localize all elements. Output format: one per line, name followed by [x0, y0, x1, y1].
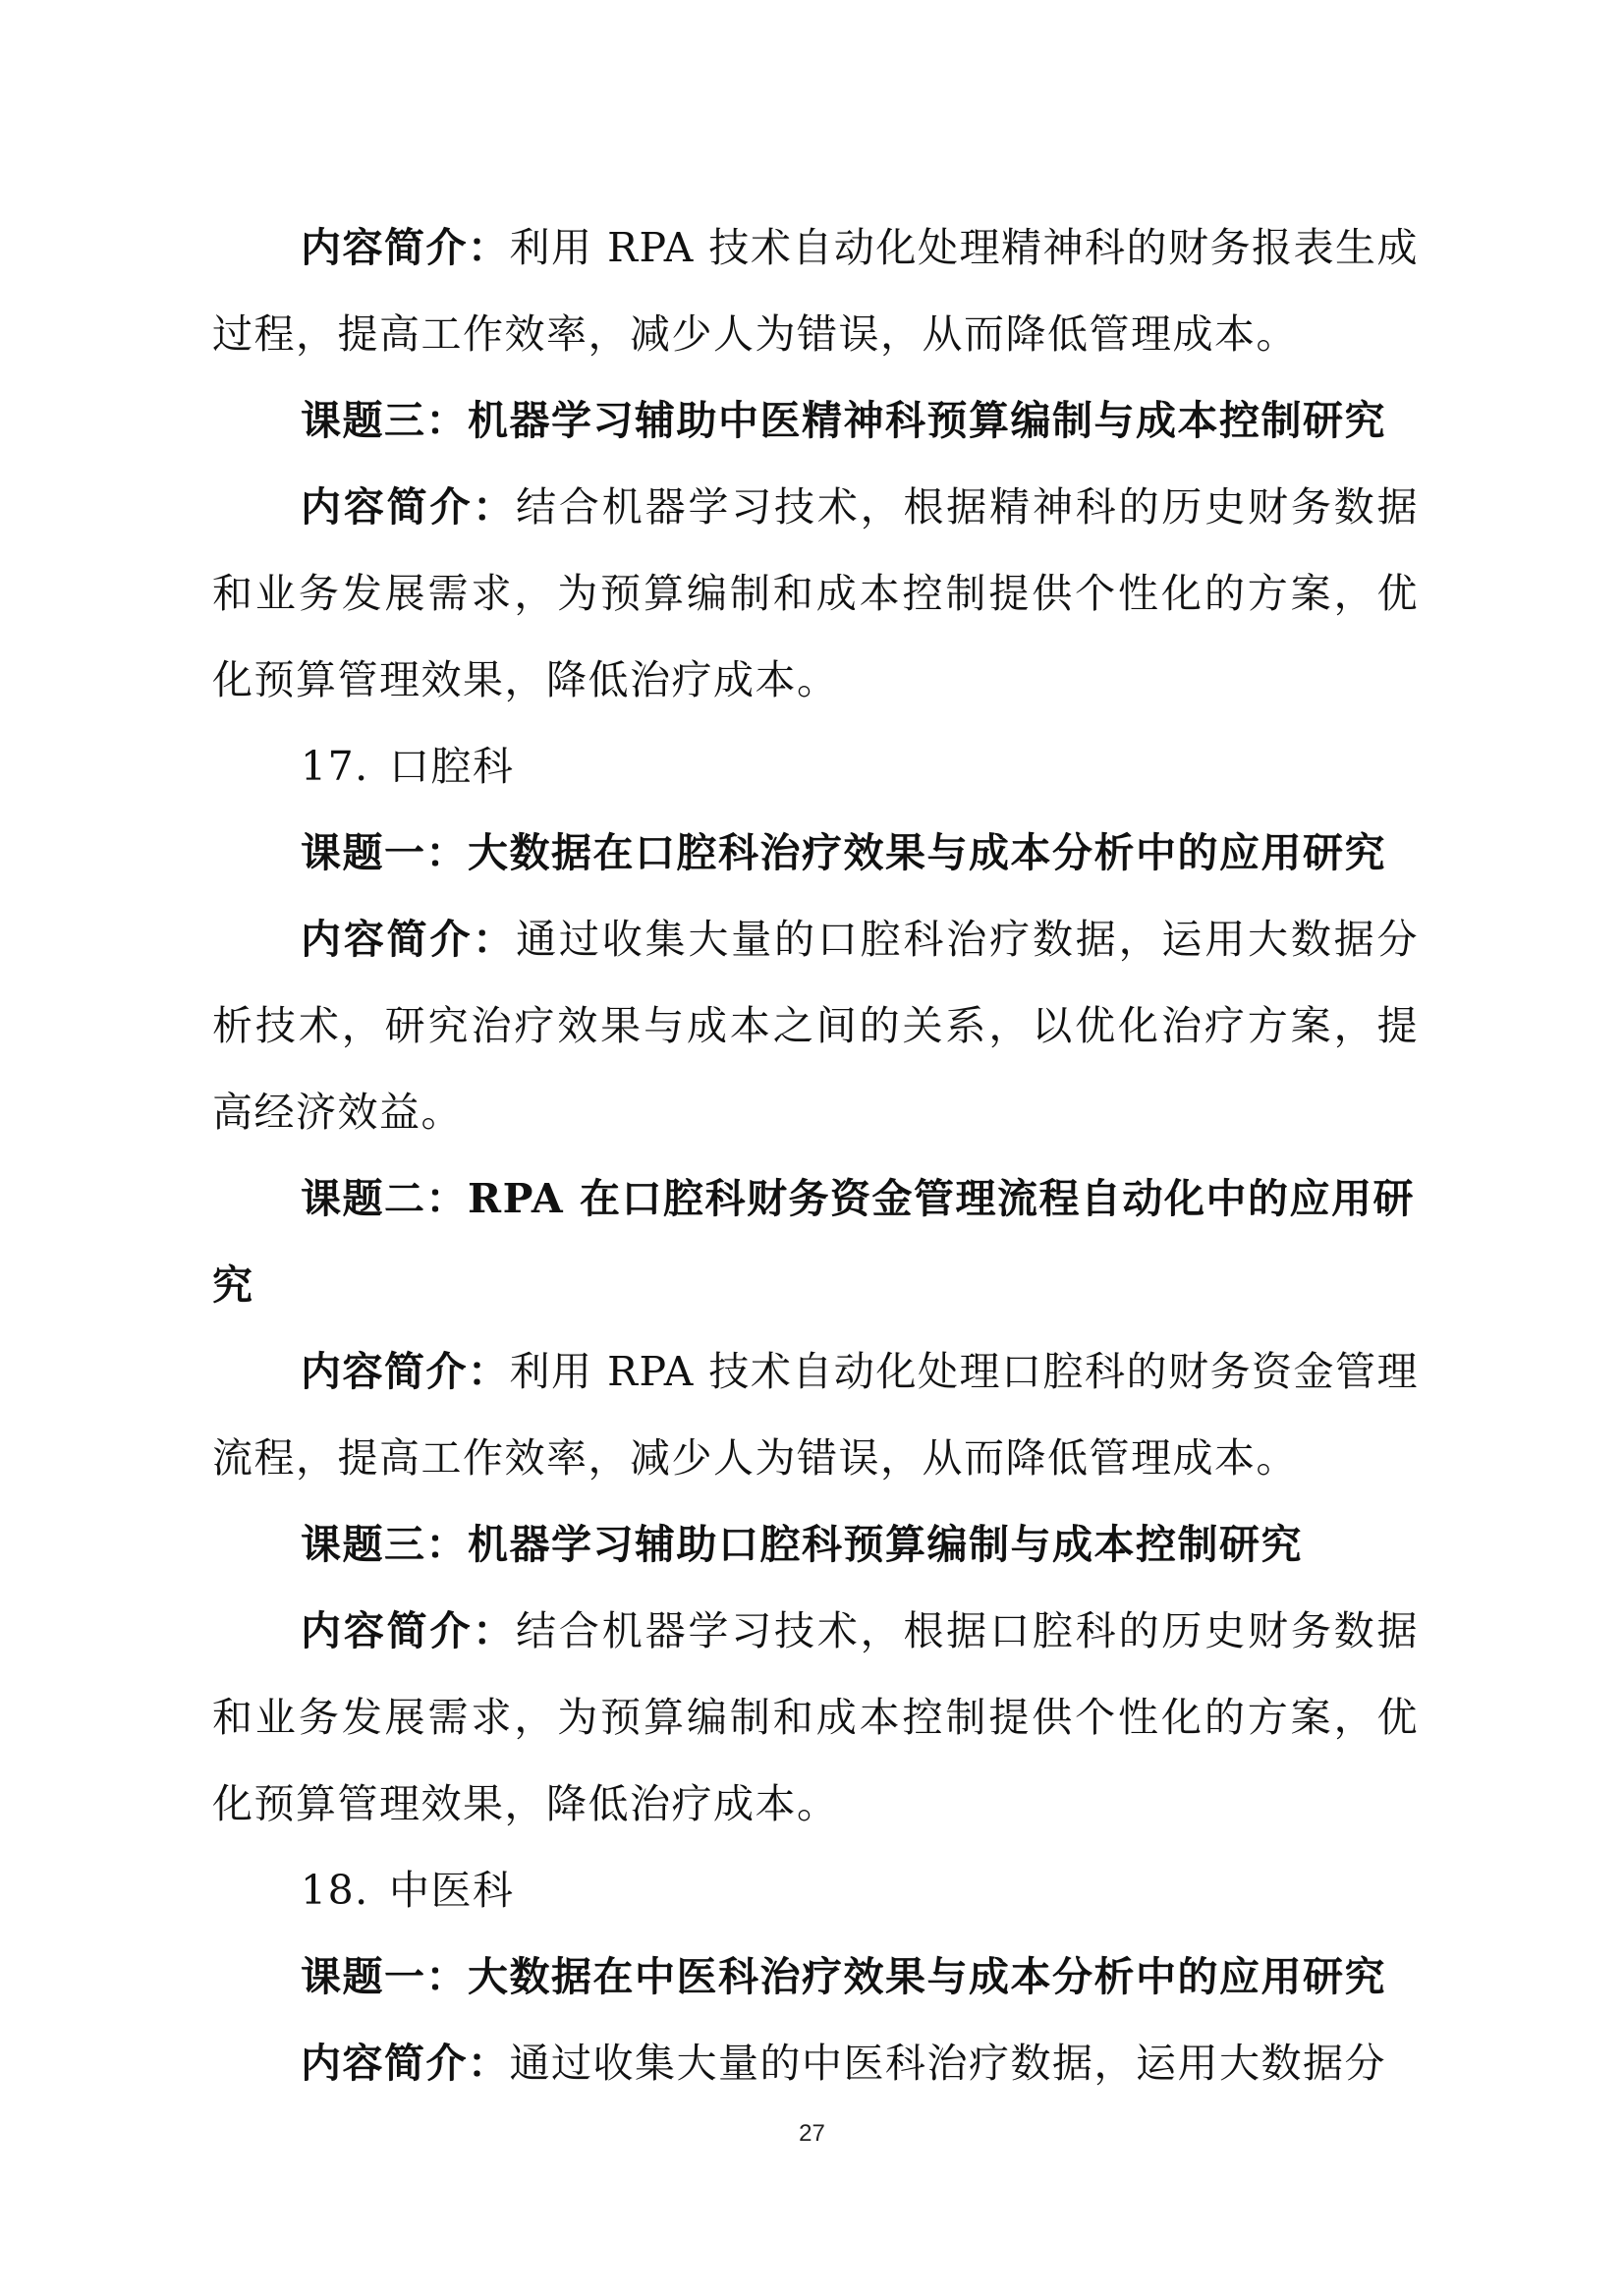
section-title: 中医科 [389, 1867, 515, 1914]
intro-paragraph-stomatology-rpa [212, 1328, 1419, 1501]
topic-heading-stomatology-2: 课题二：RPA 在口腔科财务资金管理流程自动化中的应用研究 [212, 1175, 1416, 1309]
intro-label: 内容简介： [301, 1607, 517, 1654]
section-heading-tcm [212, 1847, 1419, 1933]
intro-paragraph-psychiatry-ml [212, 464, 1419, 723]
intro-text: 利用 RPA 技术自动化处理精神科的财务报表生成过程，提高工作效率，减少人为错误，从而降低管理成本。 [212, 224, 1419, 358]
page-number: 27 [799, 2120, 825, 2147]
section-number: 18. [301, 1867, 369, 1914]
section-heading-stomatology [212, 723, 1419, 810]
intro-text: 利用 RPA 技术自动化处理口腔科的财务资金管理流程，提高工作效率，减少人为错误，从而降低管理成本。 [212, 1348, 1419, 1482]
intro-paragraph-stomatology-bigdata [212, 896, 1419, 1155]
topic-heading-stomatology-1: 课题一：大数据在口腔科治疗效果与成本分析中的应用研究 [301, 829, 1386, 876]
topic-heading-stomatology-3: 课题三：机器学习辅助口腔科预算编制与成本控制研究 [301, 1521, 1303, 1568]
intro-text: 通过收集大量的中医科治疗数据，运用大数据分 [509, 2040, 1386, 2087]
intro-label: 内容简介： [301, 916, 517, 963]
section-title: 口腔科 [389, 743, 515, 790]
intro-text: 通过收集大量的口腔科治疗数据，运用大数据分析技术，研究治疗效果与成本之间的关系，以优化治疗方案，提高经济效益。 [212, 916, 1420, 1136]
intro-label: 内容简介： [301, 224, 510, 271]
intro-label: 内容简介： [301, 483, 517, 531]
intro-text: 结合机器学习技术，根据精神科的历史财务数据和业务发展需求，为预算编制和成本控制提供个性化的方案，优化预算管理效果，降低治疗成本。 [212, 483, 1420, 703]
intro-label: 内容简介： [301, 2040, 510, 2087]
topic-heading-tcm-1: 课题一：大数据在中医科治疗效果与成本分析中的应用研究 [301, 1953, 1386, 2000]
intro-paragraph-stomatology-ml [212, 1588, 1419, 1847]
intro-text: 结合机器学习技术，根据口腔科的历史财务数据和业务发展需求，为预算编制和成本控制提供个性化的方案，优化预算管理效果，降低治疗成本。 [212, 1607, 1420, 1827]
intro-label: 内容简介： [301, 1348, 510, 1395]
intro-paragraph-psychiatry-rpa [212, 204, 1419, 377]
topic-heading-psychiatry-3: 课题三：机器学习辅助中医精神科预算编制与成本控制研究 [301, 397, 1386, 444]
section-number: 17. [301, 743, 369, 790]
page-body [212, 204, 1419, 2106]
intro-paragraph-tcm-bigdata [212, 2020, 1419, 2106]
